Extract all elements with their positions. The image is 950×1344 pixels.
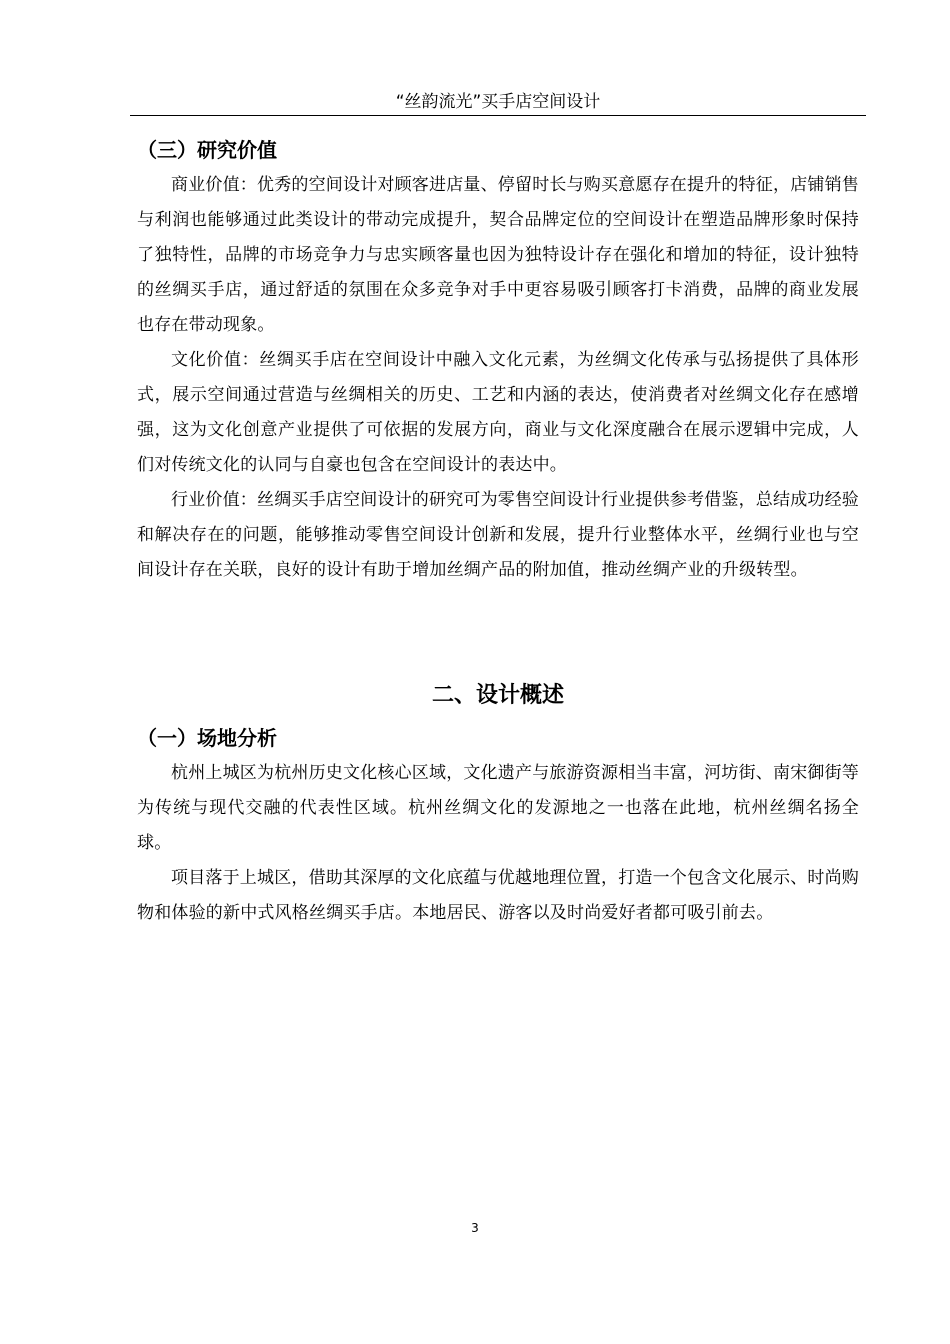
commercial-value-paragraph: 商业价值：优秀的空间设计对顾客进店量、停留时长与购买意愿存在提升的特征，店铺销售与利润也能够通过此类设计的带动完成提升，契合品牌定位的空间设计在塑造品牌形象时保持了独特性，品牌的市场竞争力与忠实顾客量也因为独特设计存在强化和增加的特征，设计独特的丝绸买手店，通过舒适的氛围在众多竞争对手中更容易吸引顾客打卡消费，品牌的商业发展也存在带动现象。 [137, 175, 859, 335]
project-positioning-paragraph: 项目落于上城区，借助其深厚的文化底蕴与优越地理位置，打造一个包含文化展示、时尚购物和体验的新中式风格丝绸买手店。本地居民、游客以及时尚爱好者都可吸引前去。 [137, 868, 859, 923]
cultural-value-paragraph: 文化价值：丝绸买手店在空间设计中融入文化元素，为丝绸文化传承与弘扬提供了具体形式，展示空间通过营造与丝绸相关的历史、工艺和内涵的表达，使消费者对丝绸文化存在感增强，这为文化创意产业提供了可依据的发展方向，商业与文化深度融合在展示逻辑中完成，人们对传统文化的认同与自豪也包含在空间设计的表达中。 [137, 350, 859, 475]
industry-value-paragraph: 行业价值：丝绸买手店空间设计的研究可为零售空间设计行业提供参考借鉴，总结成功经验和解决存在的问题，能够推动零售空间设计创新和发展，提升行业整体水平，丝绸行业也与空间设计存在关联，良好的设计有助于增加丝绸产品的附加值，推动丝绸产业的升级转型。 [137, 490, 859, 580]
research-value-heading: （三）研究价值 [137, 138, 277, 162]
page-content [137, 132, 859, 931]
site-location-paragraph: 杭州上城区为杭州历史文化核心区域，文化遗产与旅游资源相当丰富，河坊街、南宋御街等为传统与现代交融的代表性区域。杭州丝绸文化的发源地之一也落在此地，杭州丝绸名扬全球。 [137, 763, 859, 853]
site-analysis-heading: （一）场地分析 [137, 726, 277, 750]
header-rule [130, 115, 866, 116]
page-number: 3 [471, 1221, 479, 1235]
design-overview-heading: 二、设计概述 [431, 683, 564, 708]
running-header-title: “丝韵流光”买手店空间设计 [395, 92, 601, 112]
section-spacer [137, 588, 859, 676]
